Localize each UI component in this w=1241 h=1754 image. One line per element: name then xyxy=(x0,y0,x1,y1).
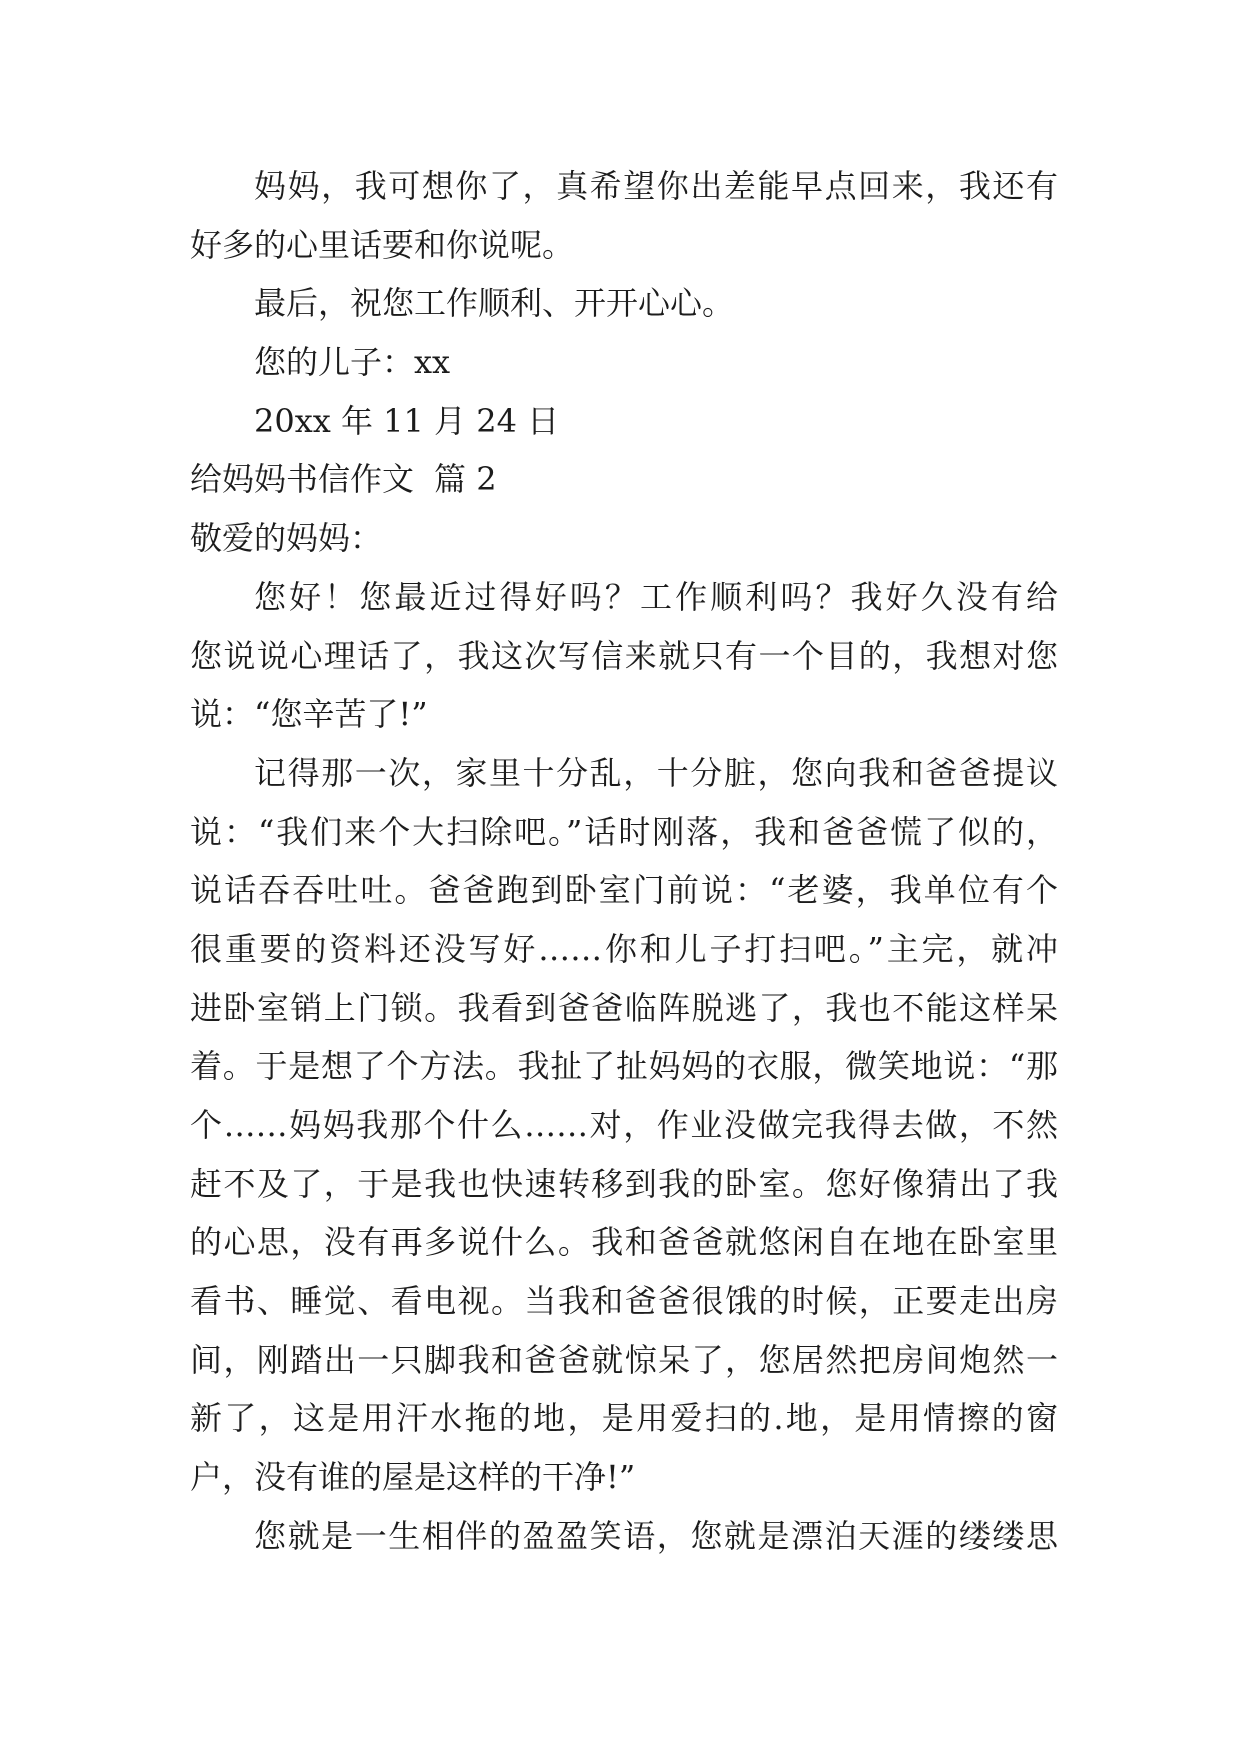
paragraph-line: 说：“我们来个大扫除吧。”话时刚落，我和爸爸慌了似的， xyxy=(190,812,1058,851)
section-heading xyxy=(190,450,1058,509)
paragraph-line: 您就是一生相伴的盈盈笑语，您就是漂泊天涯的缕缕思 xyxy=(254,1516,1058,1555)
paragraph-line: 进卧室销上门锁。我看到爸爸临阵脱逃了，我也不能这样呆 xyxy=(190,988,1058,1027)
date-line: 20xx 年 11 月 24 日 xyxy=(254,401,560,440)
paragraph-line: 好多的心里话要和你说呢。 xyxy=(190,225,575,264)
salutation: 敬爱的妈妈： xyxy=(190,519,383,558)
paragraph-line: 记得那一次，家里十分乱，十分脏，您向我和爸爸提议 xyxy=(254,753,1058,792)
paragraph-line: 说话吞吞吐吐。爸爸跑到卧室门前说：“老婆，我单位有个 xyxy=(190,871,1058,910)
paragraph-line: 很重要的资料还没写好……你和儿子打扫吧。”主完，就冲 xyxy=(190,929,1058,968)
paragraph-line: 说：“您辛苦了!” xyxy=(190,695,428,734)
document-page xyxy=(190,157,1058,1566)
paragraph-line: 妈妈，我可想你了，真希望你出差能早点回来，我还有 xyxy=(254,167,1058,205)
paragraph-line: 您好！您最近过得好吗？工作顺利吗？我好久没有给 xyxy=(254,577,1058,616)
paragraph-line: 个……妈妈我那个什么……对，作业没做完我得去做，不然 xyxy=(190,1106,1058,1144)
signature-line: 您的儿子：xx xyxy=(254,343,451,382)
paragraph-line: 您说说心理话了，我这次写信来就只有一个目的，我想对您 xyxy=(190,636,1058,675)
paragraph-line: 户，没有谁的屋是这样的干净!” xyxy=(190,1458,636,1497)
paragraph-line: 新了，这是用汗水拖的地，是用爱扫的.地，是用情擦的窗 xyxy=(190,1399,1058,1438)
section-label: 篇 2 xyxy=(434,460,497,499)
paragraph-line: 着。于是想了个方法。我扯了扯妈妈的衣服，微笑地说：“那 xyxy=(190,1047,1058,1086)
paragraph-line: 看书、睡觉、看电视。当我和爸爸很饿的时候，正要走出房 xyxy=(190,1282,1058,1321)
section-title: 给妈妈书信作文 xyxy=(190,460,415,499)
closing-line: 最后，祝您工作顺利、开开心心。 xyxy=(254,284,735,323)
paragraph-line: 的心思，没有再多说什么。我和爸爸就悠闲自在地在卧室里 xyxy=(190,1223,1058,1262)
paragraph-line: 赶不及了，于是我也快速转移到我的卧室。您好像猜出了我 xyxy=(190,1164,1058,1203)
paragraph-line: 间，刚踏出一只脚我和爸爸就惊呆了，您居然把房间炮然一 xyxy=(190,1340,1058,1379)
